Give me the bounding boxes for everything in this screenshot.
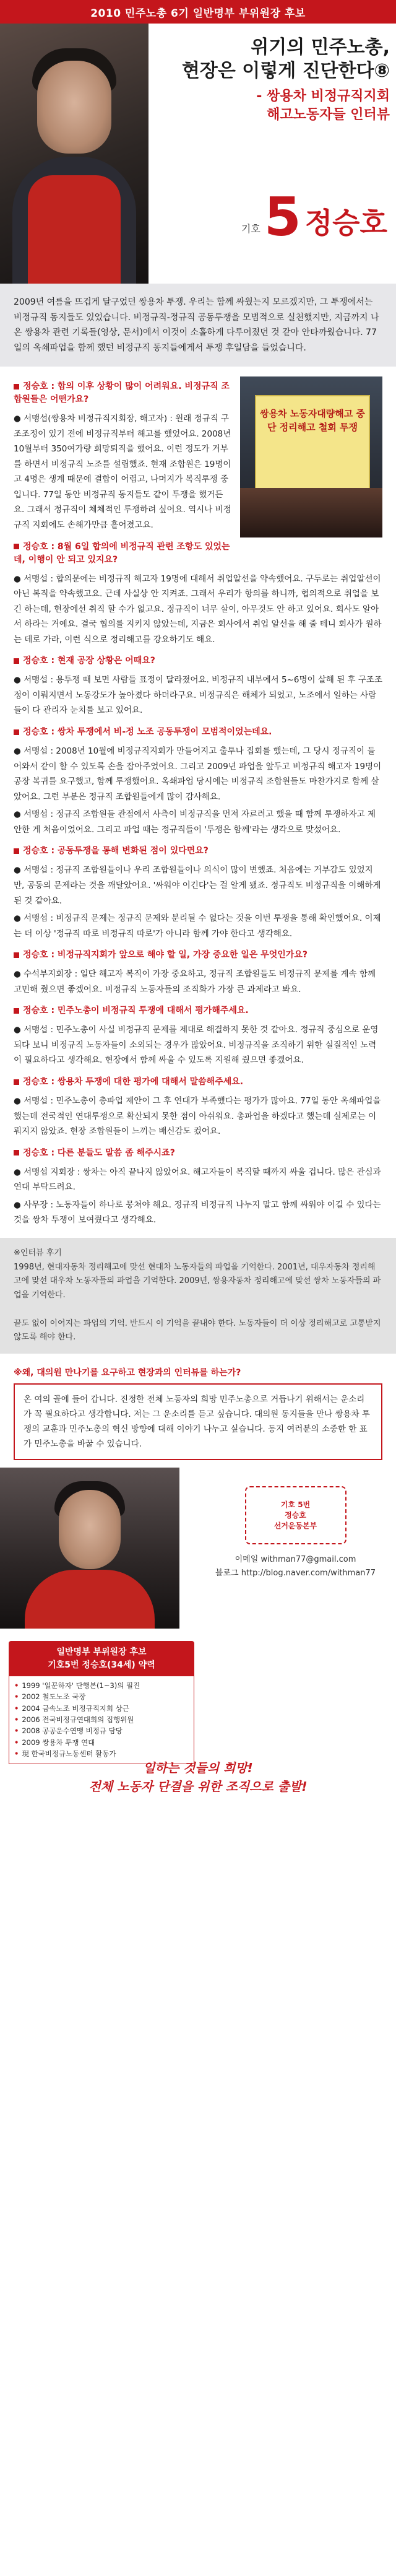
contact-block xyxy=(207,1486,384,1580)
pledge-item: • 2002 철도노조 국장 xyxy=(14,1692,86,1702)
interview-footnote: ※인터뷰 후기 1998년, 현대자동차 정리해고에 맞선 현대차 노동자들의 파업을 기억한다. 2001년, 대우자동차 정리해고에 맞선 대우차 노동자들의 파업을 기억한다. 2009년, 쌍용자동차 정리해고에 맞선 쌍차 노동자들의 파업을 기억한다. 끝도 없이 이어지는 파업의 기억. 반드시 이 기억을 끝내야 한다. 노동자들이 더 이상 정리해고로 고통받지 않도록 해야 한다. xyxy=(0,1238,396,1354)
bottom-section xyxy=(0,1468,396,1814)
question-7: 정승호 : 민주노총이 비정규직 투쟁에 대해서 평가해주세요. xyxy=(14,1004,382,1017)
answer-6a: ● 수석부지회장 : 일단 해고자 복직이 가장 중요하고, 정규직 조합원들도 비정규직 문제를 계속 함께 고민해 줬으면 좋겠어요. 비정규직 노동자들의 조직화가 가장 큰 과제라고 봐요. xyxy=(14,969,376,994)
candidate-photo-bottom xyxy=(0,1468,179,1629)
bonus-title: ※왜, 대의원 만나기를 요구하고 현장과의 인터뷰를 하는가? xyxy=(14,1368,241,1378)
campaign-stamp: 기호 5번 정승호 선거운동본부 xyxy=(245,1486,346,1544)
hero-subtitle-line1: - 쌍용차 비정규직지회 xyxy=(256,89,390,104)
answer-9a: ● 서맹섭 지회장 : 쌍차는 아직 끝나지 않았어요. 해고자들이 복직할 때까지 싸울 겁니다. 많은 관심과 연대 부탁드려요. xyxy=(14,1167,381,1193)
hero-title-line2: 현장은 이렇게 진단한다⑧ xyxy=(181,59,390,82)
intro-text: 2009년 여름을 뜨겁게 달구었던 쌍용차 투쟁. 우리는 함께 싸웠는지 모르겠지만, 그 투쟁에서는 비정규직 동지들도 있었습니다. 비정규직-정규직 공동투쟁을 모범적으로 실천했지만, 지금까지 나온 쌍용차 관련 기록들(영상, 문서)에서 이것이 소홀하게 다루어졌던 것 같아 안타까웠습니다. 77일의 옥쇄파업을 함께 했던 비정규직 동지들에게서 투쟁 후일담을 들었습니다. xyxy=(0,284,396,367)
hero-subtitle-line2: 해고노동자들 인터뷰 xyxy=(267,107,390,123)
contact-blog[interactable]: 블로그 http://blog.naver.com/withman77 xyxy=(215,1569,376,1578)
answer-7a: ● 서맹섭 : 민주노총이 사실 비정규직 문제를 제대로 해결하지 못한 것 같아요. 정규직 중심으로 운영되다 보니 비정규직 노동자들이 소외되는 경우가 많았어요. 비정규직을 조직하기 위한 실질적인 노력이 필요하다고 생각해요. 현장에서 함께 싸울 수 있도록 지원해 줬으면 좋겠어요. xyxy=(14,1025,379,1066)
question-4: 정승호 : 쌍차 투쟁에서 비-정 노조 공동투쟁이 모범적이었는데요. xyxy=(14,726,382,739)
pledge-item: • 2004 금속노조 비정규직지회 상근 xyxy=(14,1704,129,1713)
answer-4b: ● 서맹섭 : 정규직 조합원들 관점에서 사측이 비정규직을 먼저 자르려고 했을 때 함께 투쟁하자고 제안한 게 처음이었어요. 그리고 파업 때는 정규직들이 '투쟁은 함께'라는 생각으로 맞섰어요. xyxy=(14,809,376,835)
contact-lines xyxy=(207,1553,384,1580)
candidate-number-block xyxy=(241,186,387,248)
hero-section xyxy=(0,24,396,284)
hero-title-line1: 위기의 민주노총, xyxy=(251,37,390,58)
pledge-list xyxy=(9,1676,194,1764)
pledge-box xyxy=(9,1641,194,1764)
top-banner: 2010 민주노총 6기 일반명부 부위원장 후보 xyxy=(0,0,396,24)
pledge-item: • 1999 '일꾼하자' 단행본(1~3)의 필진 xyxy=(14,1681,140,1690)
question-2: 정승호 : 8월 6일 합의에 비정규직 관련 조항도 있었는데, 이행이 안 되고 있지요? xyxy=(14,541,230,565)
protest-photo xyxy=(240,376,382,537)
question-8: 정승호 : 쌍용차 투쟁에 대한 평가에 대해서 말씀해주세요. xyxy=(14,1076,382,1089)
answer-4a: ● 서맹섭 : 2008년 10월에 비정규직지회가 만들어지고 출투나 집회를 했는데, 그 당시 정규직이 들어와서 같이 할 수 있도록 손을 잡아주었어요. 그리고 2009년 파업을 앞두고 비정규직 해고자 19명이 공장 복귀를 요구했고, 함께 투쟁했어요. 옥쇄파업 당시에는 비정규직 조합원들도 마찬가지로 함께 살았어요. 그런 부분은 정규직 조합원들에게 많이 감사해요. xyxy=(14,746,382,802)
question-9: 정승호 : 다른 분들도 말씀 좀 해주시죠? xyxy=(14,1147,382,1160)
answer-2a: ● 서맹섭 : 합의문에는 비정규직 해고자 19명에 대해서 취업알선을 약속했어요. 구두로는 취업알선이 아닌 복직을 약속했고요. 근데 사실상 안 지켜죠. 그래서 우리가 항의를 하니까, 협의적으로 취업을 보긴 하는데, 현장에선 취직 할 수가 없고요. 정규직이 너무 살이, 아무것도 안 하고 있어요. 회사도 알아서 하라는 거예요. 결국 협의를 지키지 않았는데, 지금은 회사에서 취업 알선을 해 줄 테니 회사가 원하는 데로 가라, 이런 식으로 정리해고를 강요하기도 해요. xyxy=(14,573,382,645)
bottom-slogan: 일하는 것들의 희망! 전체 노동자 단결을 위한 조직으로 출발! xyxy=(88,1760,308,1795)
protest-banner xyxy=(255,395,370,490)
pledge-item: • 2008 공공운수연맹 비정규 담당 xyxy=(14,1726,123,1736)
answer-3a: ● 서맹섭 : 용투쟁 때 보면 사람들 표정이 달라졌어요. 비정규직 내부에서 5~6명이 살해 된 후 구조조정이 이뤄지면서 노동강도가 높아졌다 하더라구요. 비정규직은 해체가 되었고, 노조에서 일하는 사람들이 다 관리자 눈치를 보고 있어요. xyxy=(14,675,382,716)
answer-1a: ● 서맹섭(쌍용차 비정규직지회장, 해고자) : 원래 정규직 구조조정이 있기 전에 비정규직부터 해고를 했었어요. 2008년 10월부터 350여가량 희망퇴직을 했어요. 이런 정도가 거부를 하면서 비정규직 노조를 설립했죠. 현재 조합원은 19명이고 4명은 생계 때문에 결합이 어렵고, 나머지가 복직투쟁 중입니다. 77일 동안 비정규직 동지들도 같이 투쟁을 했거든요. 그래서 정규직이 체체적인 투쟁하려 싶어요. 역시나 비정규직 지회에도 손해가만큼 흩어졌고요. xyxy=(14,414,231,530)
candidate-name: 정승호 xyxy=(304,206,387,240)
bonus-box: 온 여의 골에 들어 갑니다. 진정한 전체 노동자의 희망 민주노총으로 거듭나기 위해서는 운소리가 꼭 필요하다고 생각합니다. 저는 그 운소리를 듣고 싶습니다. 대의원 동지들을 만나 쌍용차 투쟁의 교훈과 민주노총의 혁신 방향에 대해 이야기 나누고 싶습니다. 동지 여러분의 소중한 한 표가 민주노총을 바꿀 수 있습니다. xyxy=(14,1383,382,1460)
candidate-number: 5 xyxy=(264,186,301,248)
question-1: 정승호 : 합의 이후 상황이 많이 어려워요. 비정규직 조합원들은 어떤가요? xyxy=(14,381,230,404)
answer-5b: ● 서맹섭 : 비정규직 문제는 정규직 문제와 분리될 수 없다는 것을 이번 투쟁을 통해 확인했어요. 이제는 더 이상 '정규직 따로 비정규직 따로'가 아니라 함께 가야 한다고 생각해요. xyxy=(14,913,381,939)
answer-8a: ● 서맹섭 : 민주노총이 총파업 제안이 그 후 연대가 부족했다는 평가가 많아요. 77일 동안 옥쇄파업을 했는데 전국적인 연대투쟁으로 확산되지 못한 점이 아쉬워요. 총파업을 하겠다고 했는데 실제로는 이뤄지지 않았죠. 현장 조합원들이 느끼는 배신감도 컸어요. xyxy=(14,1096,381,1137)
answer-9b: ● 사무장 : 노동자들이 하나로 뭉쳐야 해요. 정규직 비정규직 나누지 말고 함께 싸워야 이길 수 있다는 것을 쌍차 투쟁이 보여줬다고 생각해요. xyxy=(14,1199,381,1225)
interview-content xyxy=(0,367,396,1228)
hero-titles xyxy=(155,36,390,124)
question-6: 정승호 : 비정규직지회가 앞으로 해야 할 일, 가장 중요한 일은 무엇인가요? xyxy=(14,949,382,962)
answer-5a: ● 서맹섭 : 정규직 조합원들이나 우리 조합원들이나 의식이 많이 변했죠. 처음에는 거부감도 있었지만, 공동의 문제라는 것을 깨달았어요. '싸워야 이긴다'는 걸 알게 됐죠. 정규직도 비정규직을 이해하게 된 것 같아요. xyxy=(14,865,381,906)
candidate-photo xyxy=(0,24,148,284)
number-label: 기호 xyxy=(241,223,260,235)
question-5: 정승호 : 공동투쟁을 통해 변화된 점이 있다면요? xyxy=(14,845,382,858)
pledge-item: • 2006 전국비정규연대회의 집행위원 xyxy=(14,1715,134,1725)
pledge-item: • 現 한국비정규노동센터 활동가 xyxy=(14,1749,116,1759)
contact-email[interactable]: 이메일 withman77@gmail.com xyxy=(235,1555,356,1565)
question-3: 정승호 : 현재 공장 상황은 어때요? xyxy=(14,655,382,668)
pledge-item: • 2009 쌍용차 투쟁 연대 xyxy=(14,1738,95,1747)
pledge-heading: 일반명부 부위원장 후보 기호5번 정승호(34세) 약력 xyxy=(9,1641,194,1676)
protest-banner-text: 쌍용차 노동자대량해고 중단 정리해고 철회 투쟁 xyxy=(260,408,365,433)
